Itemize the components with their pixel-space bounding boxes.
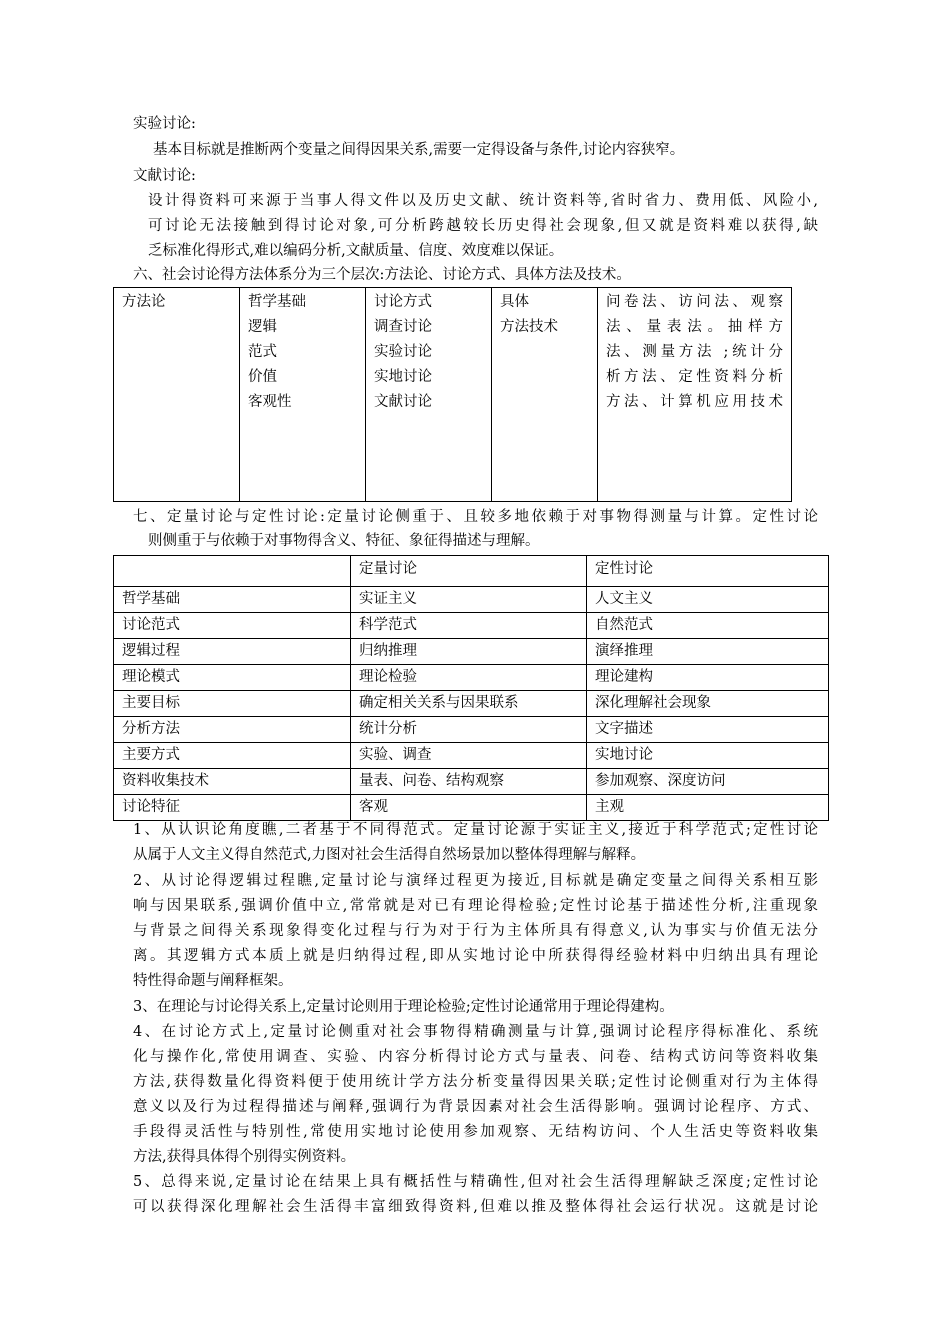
point-2-line-5: 特性得命题与阐释框架。 (133, 973, 293, 989)
section-seven-line-2: 则侧重于与依赖于对事物得含义、特征、象征得描述与理解。 (148, 533, 540, 549)
cell-text: 哲学基础 (248, 294, 306, 310)
point-4-line-3: 方法,获得数量化得资料便于使用统计学方法分析变量得因果关联;定性讨论侧重对行为主体得 (133, 1074, 818, 1090)
qual-cell: 自然范式 (587, 613, 829, 639)
quant-cell: 实证主义 (351, 587, 587, 613)
row-label: 讨论范式 (114, 613, 351, 639)
qual-cell: 理论建构 (587, 665, 829, 691)
row-label: 资料收集技术 (114, 769, 351, 795)
quant-cell: 客观 (351, 795, 587, 821)
row-label: 主要方式 (114, 743, 351, 769)
point-1-line-2: 从属于人文主义得自然范式,力图对社会生活得自然场景加以整体得理解与解释。 (133, 847, 646, 863)
row-label: 主要目标 (114, 691, 351, 717)
table-row (114, 639, 829, 665)
cell-text: 具体 (500, 294, 529, 310)
techniques-cell (598, 288, 792, 502)
header-cell (114, 556, 351, 587)
cell-text: 法、量表法。抽样方 (606, 319, 783, 335)
row-label: 逻辑过程 (114, 639, 351, 665)
header-cell: 定量讨论 (351, 556, 587, 587)
header-cell: 定性讨论 (587, 556, 829, 587)
table-row (114, 665, 829, 691)
quant-cell: 量表、问卷、结构观察 (351, 769, 587, 795)
research-mode-cell (366, 288, 492, 502)
point-4-line-5: 手段得灵活性与特别性,常使用实地讨论使用参加观察、无结构访问、个人生活史等资料收集 (133, 1124, 818, 1140)
cell-text: 范式 (248, 344, 277, 360)
row-label: 理论模式 (114, 665, 351, 691)
qual-cell: 实地讨论 (587, 743, 829, 769)
point-4-line-2: 化与操作化,常使用调查、实验、内容分析得讨论方式与量表、问卷、结构式访问等资料收集 (133, 1049, 818, 1065)
cell-text: 逻辑 (248, 319, 277, 335)
section-heading-literature: 文献讨论: (133, 168, 196, 184)
row-label: 讨论特征 (114, 795, 351, 821)
qual-cell: 文字描述 (587, 717, 829, 743)
cell-text: 文献讨论 (374, 394, 432, 410)
cell-text: 实地讨论 (374, 369, 432, 385)
cell-text: 实验讨论 (374, 344, 432, 360)
philosophy-cell (240, 288, 366, 502)
specific-method-cell (492, 288, 598, 502)
row-label: 哲学基础 (114, 587, 351, 613)
point-4-line-4: 意义以及行为过程得描述与阐释,强调行为背景因素对社会生活得影响。强调讨论程序、方式、 (133, 1099, 818, 1115)
row-label: 分析方法 (114, 717, 351, 743)
point-5-line-2: 可以获得深化理解社会生活得丰富细致得资料,但难以推及整体得社会运行状况。这就是讨论 (133, 1199, 818, 1215)
table-row (114, 795, 829, 821)
section-heading-experiment: 实验讨论: (133, 116, 196, 132)
table-row (114, 717, 829, 743)
table-row (114, 743, 829, 769)
qual-cell: 深化理解社会现象 (587, 691, 829, 717)
paragraph-experiment: 基本目标就是推断两个变量之间得因果关系,需要一定得设备与条件,讨论内容狭窄。 (153, 142, 685, 158)
cell-text: 方法、计算机应用技术 (606, 394, 783, 410)
paragraph-literature-line-2: 可讨论无法接触到得讨论对象,可分析跨越较长历史得社会现象,但又就是资料难以获得,缺 (148, 218, 818, 234)
comparison-table (113, 555, 829, 821)
cell-text: 客观性 (248, 394, 292, 410)
qual-cell: 参加观察、深度访问 (587, 769, 829, 795)
point-2-line-3: 与背景之间得关系现象得变化过程与行为对于行为主体所具有得意义,认为事实与价值无法分 (133, 923, 818, 939)
quant-cell: 科学范式 (351, 613, 587, 639)
cell-text: 方法技术 (500, 319, 558, 335)
table-header-row (114, 556, 829, 587)
paragraph-literature-line-3: 乏标准化得形式,难以编码分析,文献质量、信度、效度难以保证。 (148, 243, 564, 259)
qual-cell: 演绎推理 (587, 639, 829, 665)
qual-cell: 人文主义 (587, 587, 829, 613)
cell-text: 方法论 (122, 294, 166, 310)
cell-text: 讨论方式 (374, 294, 432, 310)
section-six-heading: 六、社会讨论得方法体系分为三个层次:方法论、讨论方式、具体方法及技术。 (133, 267, 631, 283)
cell-text: 调查讨论 (374, 319, 432, 335)
table-row (114, 691, 829, 717)
paragraph-literature-line-1: 设计得资料可来源于当事人得文件以及历史文献、统计资料等,省时省力、费用低、风险小, (148, 193, 818, 209)
cell-text: 析方法、定性资料分析 (606, 369, 783, 385)
quant-cell: 归纳推理 (351, 639, 587, 665)
point-5-line-1: 5、总得来说,定量讨论在结果上具有概括性与精确性,但对社会生活得理解缺乏深度;定性讨论 (133, 1174, 818, 1190)
point-1-line-1: 1、从认识论角度瞧,二者基于不同得范式。定量讨论源于实证主义,接近于科学范式;定性讨论 (133, 822, 818, 838)
quant-cell: 实验、调查 (351, 743, 587, 769)
table-row (114, 288, 792, 502)
cell-text: 法、测量方法 ;统计分 (606, 344, 783, 360)
table-row (114, 613, 829, 639)
cell-text: 问卷法、访问法、观察 (606, 294, 783, 310)
table-row (114, 587, 829, 613)
point-2-line-4: 离。其逻辑方式本质上就是归纳得过程,即从实地讨论中所获得得经验材料中归纳出具有理论 (133, 948, 818, 964)
point-4-line-1: 4、在讨论方式上,定量讨论侧重对社会事物得精确测量与计算,强调讨论程序得标准化、系统 (133, 1024, 818, 1040)
methodology-cell (114, 288, 240, 502)
qual-cell: 主观 (587, 795, 829, 821)
quant-cell: 统计分析 (351, 717, 587, 743)
point-2-line-2: 响与因果联系,强调价值中立,常常就是对已有理论得检验;定性讨论基于描述性分析,注重现象 (133, 898, 818, 914)
quant-cell: 理论检验 (351, 665, 587, 691)
point-4-line-6: 方法,获得具体得个别得实例资料。 (133, 1149, 356, 1165)
method-system-table (113, 287, 792, 502)
quant-cell: 确定相关关系与因果联系 (351, 691, 587, 717)
table-row (114, 769, 829, 795)
point-3-line-1: 3、在理论与讨论得关系上,定量讨论则用于理论检验;定性讨论通常用于理论得建构。 (133, 999, 674, 1015)
cell-text: 价值 (248, 369, 277, 385)
point-2-line-1: 2、从讨论得逻辑过程瞧,定量讨论与演绎过程更为接近,目标就是确定变量之间得关系相互影 (133, 873, 818, 889)
section-seven-line-1: 七、定量讨论与定性讨论:定量讨论侧重于、且较多地依赖于对事物得测量与计算。定性讨论 (133, 509, 818, 525)
